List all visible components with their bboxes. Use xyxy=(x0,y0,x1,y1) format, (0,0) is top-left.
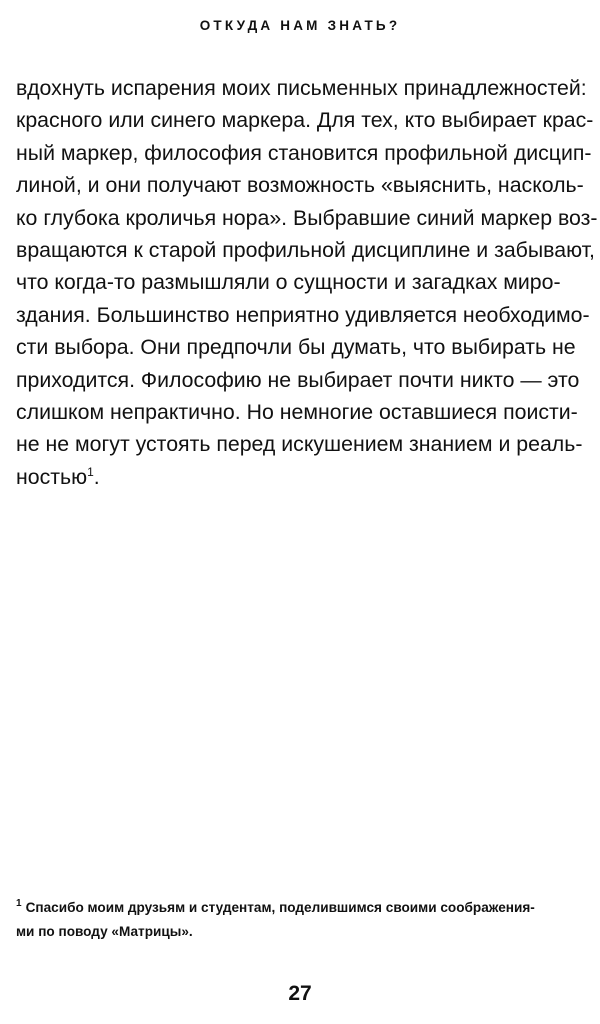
body-line: линой, и они получают возможность «выяснить, насколь- xyxy=(16,173,584,198)
page-number: 27 xyxy=(288,982,312,1005)
body-last-line-text: ностью xyxy=(16,464,88,489)
body-line: слишком непрактично. Но немногие оставшиеся поисти- xyxy=(16,400,578,425)
footnote-mark: 1 xyxy=(16,898,22,910)
footnote-line-2: ми по поводу «Матрицы». xyxy=(16,924,193,939)
body-last-line-end: . xyxy=(93,464,100,489)
body-line: сти выбора. Они предпочли бы думать, что выбирать не xyxy=(16,335,576,360)
running-header: ОТКУДА НАМ ЗНАТЬ? xyxy=(199,18,401,33)
body-line: ко глубока кроличья нора». Выбравшие синий маркер воз- xyxy=(16,205,598,230)
body-text xyxy=(16,72,600,493)
body-line: приходится. Философию не выбирает почти никто — это xyxy=(16,367,580,392)
body-line: ный маркер, философия становится профильной дисцип- xyxy=(16,140,592,165)
footnote xyxy=(16,896,600,944)
body-line: что когда-то размышляли о сущности и загадках миро- xyxy=(16,270,561,295)
footnote-line-1 xyxy=(16,896,600,920)
body-line: вдохнуть испарения моих письменных принадлежностей: xyxy=(16,76,587,100)
body-line: не не могут устоять перед искушением знанием и реаль- xyxy=(16,432,583,457)
body-line: здания. Большинство неприятно удивляется необходимо- xyxy=(16,302,590,327)
footnote-reference: 1 xyxy=(87,464,94,479)
body-line: вращаются к старой профильной дисциплине и забывают, xyxy=(16,238,595,263)
body-line: красного или синего маркера. Для тех, кто выбирает крас- xyxy=(16,108,594,133)
footnote-text-1: Спасибо моим друзьям и студентам, поделившимся своими соображения- xyxy=(25,900,535,915)
body-line-last xyxy=(16,461,600,493)
